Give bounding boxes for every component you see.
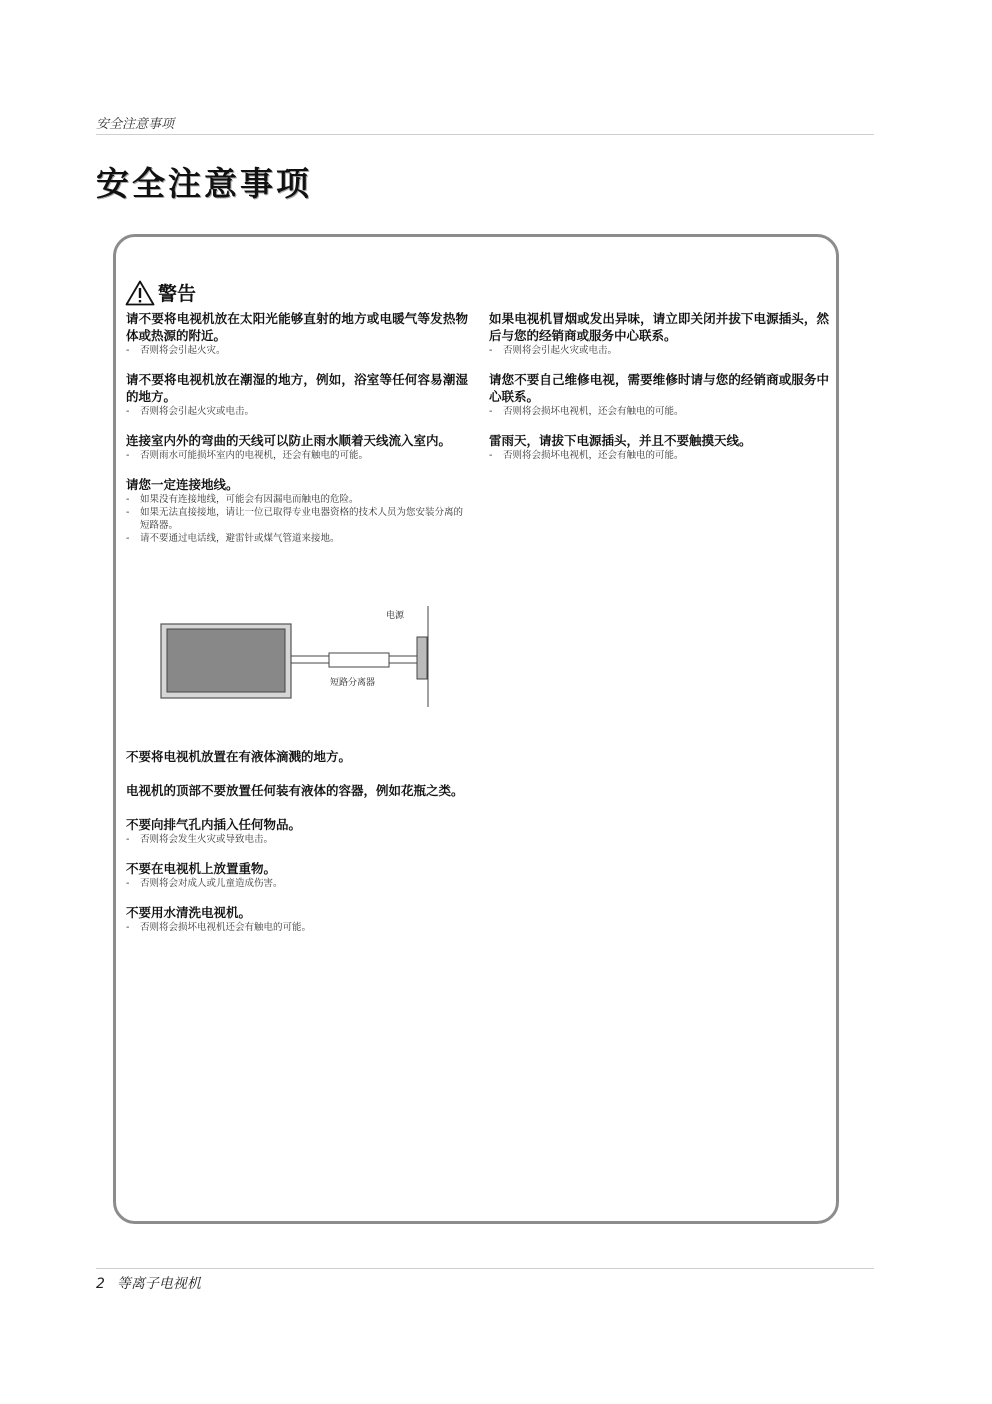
list-item bbox=[489, 371, 829, 418]
warning-heading bbox=[125, 279, 196, 306]
left-column bbox=[126, 310, 468, 559]
list-item bbox=[489, 432, 829, 462]
grounding-diagram bbox=[160, 604, 440, 714]
item-heading: 雷雨天，请拔下电源插头，并且不要触摸天线。 bbox=[489, 433, 752, 448]
list-item bbox=[126, 310, 468, 357]
list-item bbox=[126, 748, 468, 765]
list-item bbox=[126, 860, 468, 890]
warning-label: 警告 bbox=[158, 283, 197, 305]
wall-outlet bbox=[417, 637, 427, 679]
header-divider bbox=[96, 134, 874, 135]
item-note: - 否则将会引起火灾或电击。 bbox=[126, 406, 255, 417]
item-heading: 请您一定连接地线。 bbox=[126, 477, 239, 492]
breaker-label: 短路分离器 bbox=[330, 678, 376, 688]
item-note: - 如果没有连接地线，可能会有因漏电而触电的危险。 bbox=[126, 494, 359, 505]
item-note: - 否则将会发生火灾或导致电击。 bbox=[126, 834, 274, 845]
left-column-lower bbox=[126, 748, 468, 948]
item-heading: 不要将电视机放置在有液体滴溅的地方。 bbox=[126, 749, 352, 764]
item-note: - 否则将会引起火灾。 bbox=[126, 345, 226, 356]
item-heading: 请不要将电视机放在潮湿的地方，例如，浴室等任何容易潮湿的地方。 bbox=[126, 372, 468, 404]
list-item bbox=[126, 782, 468, 799]
tv-screen bbox=[167, 629, 285, 692]
item-note: - 否则将会引起火灾或电击。 bbox=[489, 345, 618, 356]
item-heading: 不要向排气孔内插入任何物品。 bbox=[126, 817, 302, 832]
list-item bbox=[126, 476, 468, 545]
item-heading: 电视机的顶部不要放置任何装有液体的容器，例如花瓶之类。 bbox=[126, 783, 464, 798]
item-heading: 请您不要自己维修电视，需要维修时请与您的经销商或服务中心联系。 bbox=[489, 372, 829, 404]
product-name: 等离子电视机 bbox=[116, 1276, 201, 1292]
list-item bbox=[489, 310, 829, 357]
item-heading: 连接室内外的弯曲的天线可以防止雨水顺着天线流入室内。 bbox=[126, 433, 452, 448]
right-column bbox=[489, 310, 829, 476]
item-heading: 不要用水清洗电视机。 bbox=[126, 905, 252, 920]
power-label: 电源 bbox=[386, 611, 405, 621]
item-note: - 否则雨水可能损坏室内的电视机，还会有触电的可能。 bbox=[126, 450, 369, 461]
list-item bbox=[126, 816, 468, 846]
item-note: - 如果无法直接接地，请让一位已取得专业电器资格的技术人员为您安装分离的短路器。 bbox=[126, 507, 464, 531]
footer-divider bbox=[96, 1268, 874, 1269]
item-heading: 请不要将电视机放在太阳光能够直射的地方或电暖气等发热物体或热源的附近。 bbox=[126, 311, 468, 343]
item-heading: 不要在电视机上放置重物。 bbox=[126, 861, 277, 876]
item-note: - 否则将会损坏电视机还会有触电的可能。 bbox=[126, 922, 312, 933]
item-note: - 否则将会损坏电视机，还会有触电的可能。 bbox=[489, 450, 684, 461]
list-item bbox=[126, 371, 468, 418]
list-item bbox=[126, 432, 468, 462]
item-note: - 否则将会损坏电视机，还会有触电的可能。 bbox=[489, 406, 684, 417]
circuit-breaker bbox=[329, 653, 389, 667]
warning-triangle-icon bbox=[125, 280, 155, 306]
list-item bbox=[126, 904, 468, 934]
item-note: - 否则将会对成人或儿童造成伤害。 bbox=[126, 878, 283, 889]
item-heading: 如果电视机冒烟或发出异味，请立即关闭并拔下电源插头，然后与您的经销商或服务中心联系。 bbox=[489, 311, 829, 343]
item-note: - 请不要通过电话线，避雷针或煤气管道来接地。 bbox=[126, 533, 340, 544]
page-number: 2 bbox=[96, 1276, 105, 1292]
running-header: 安全注意事项 bbox=[96, 117, 175, 132]
page-title: 安全注意事项 bbox=[96, 164, 312, 203]
page-footer bbox=[96, 1273, 201, 1293]
